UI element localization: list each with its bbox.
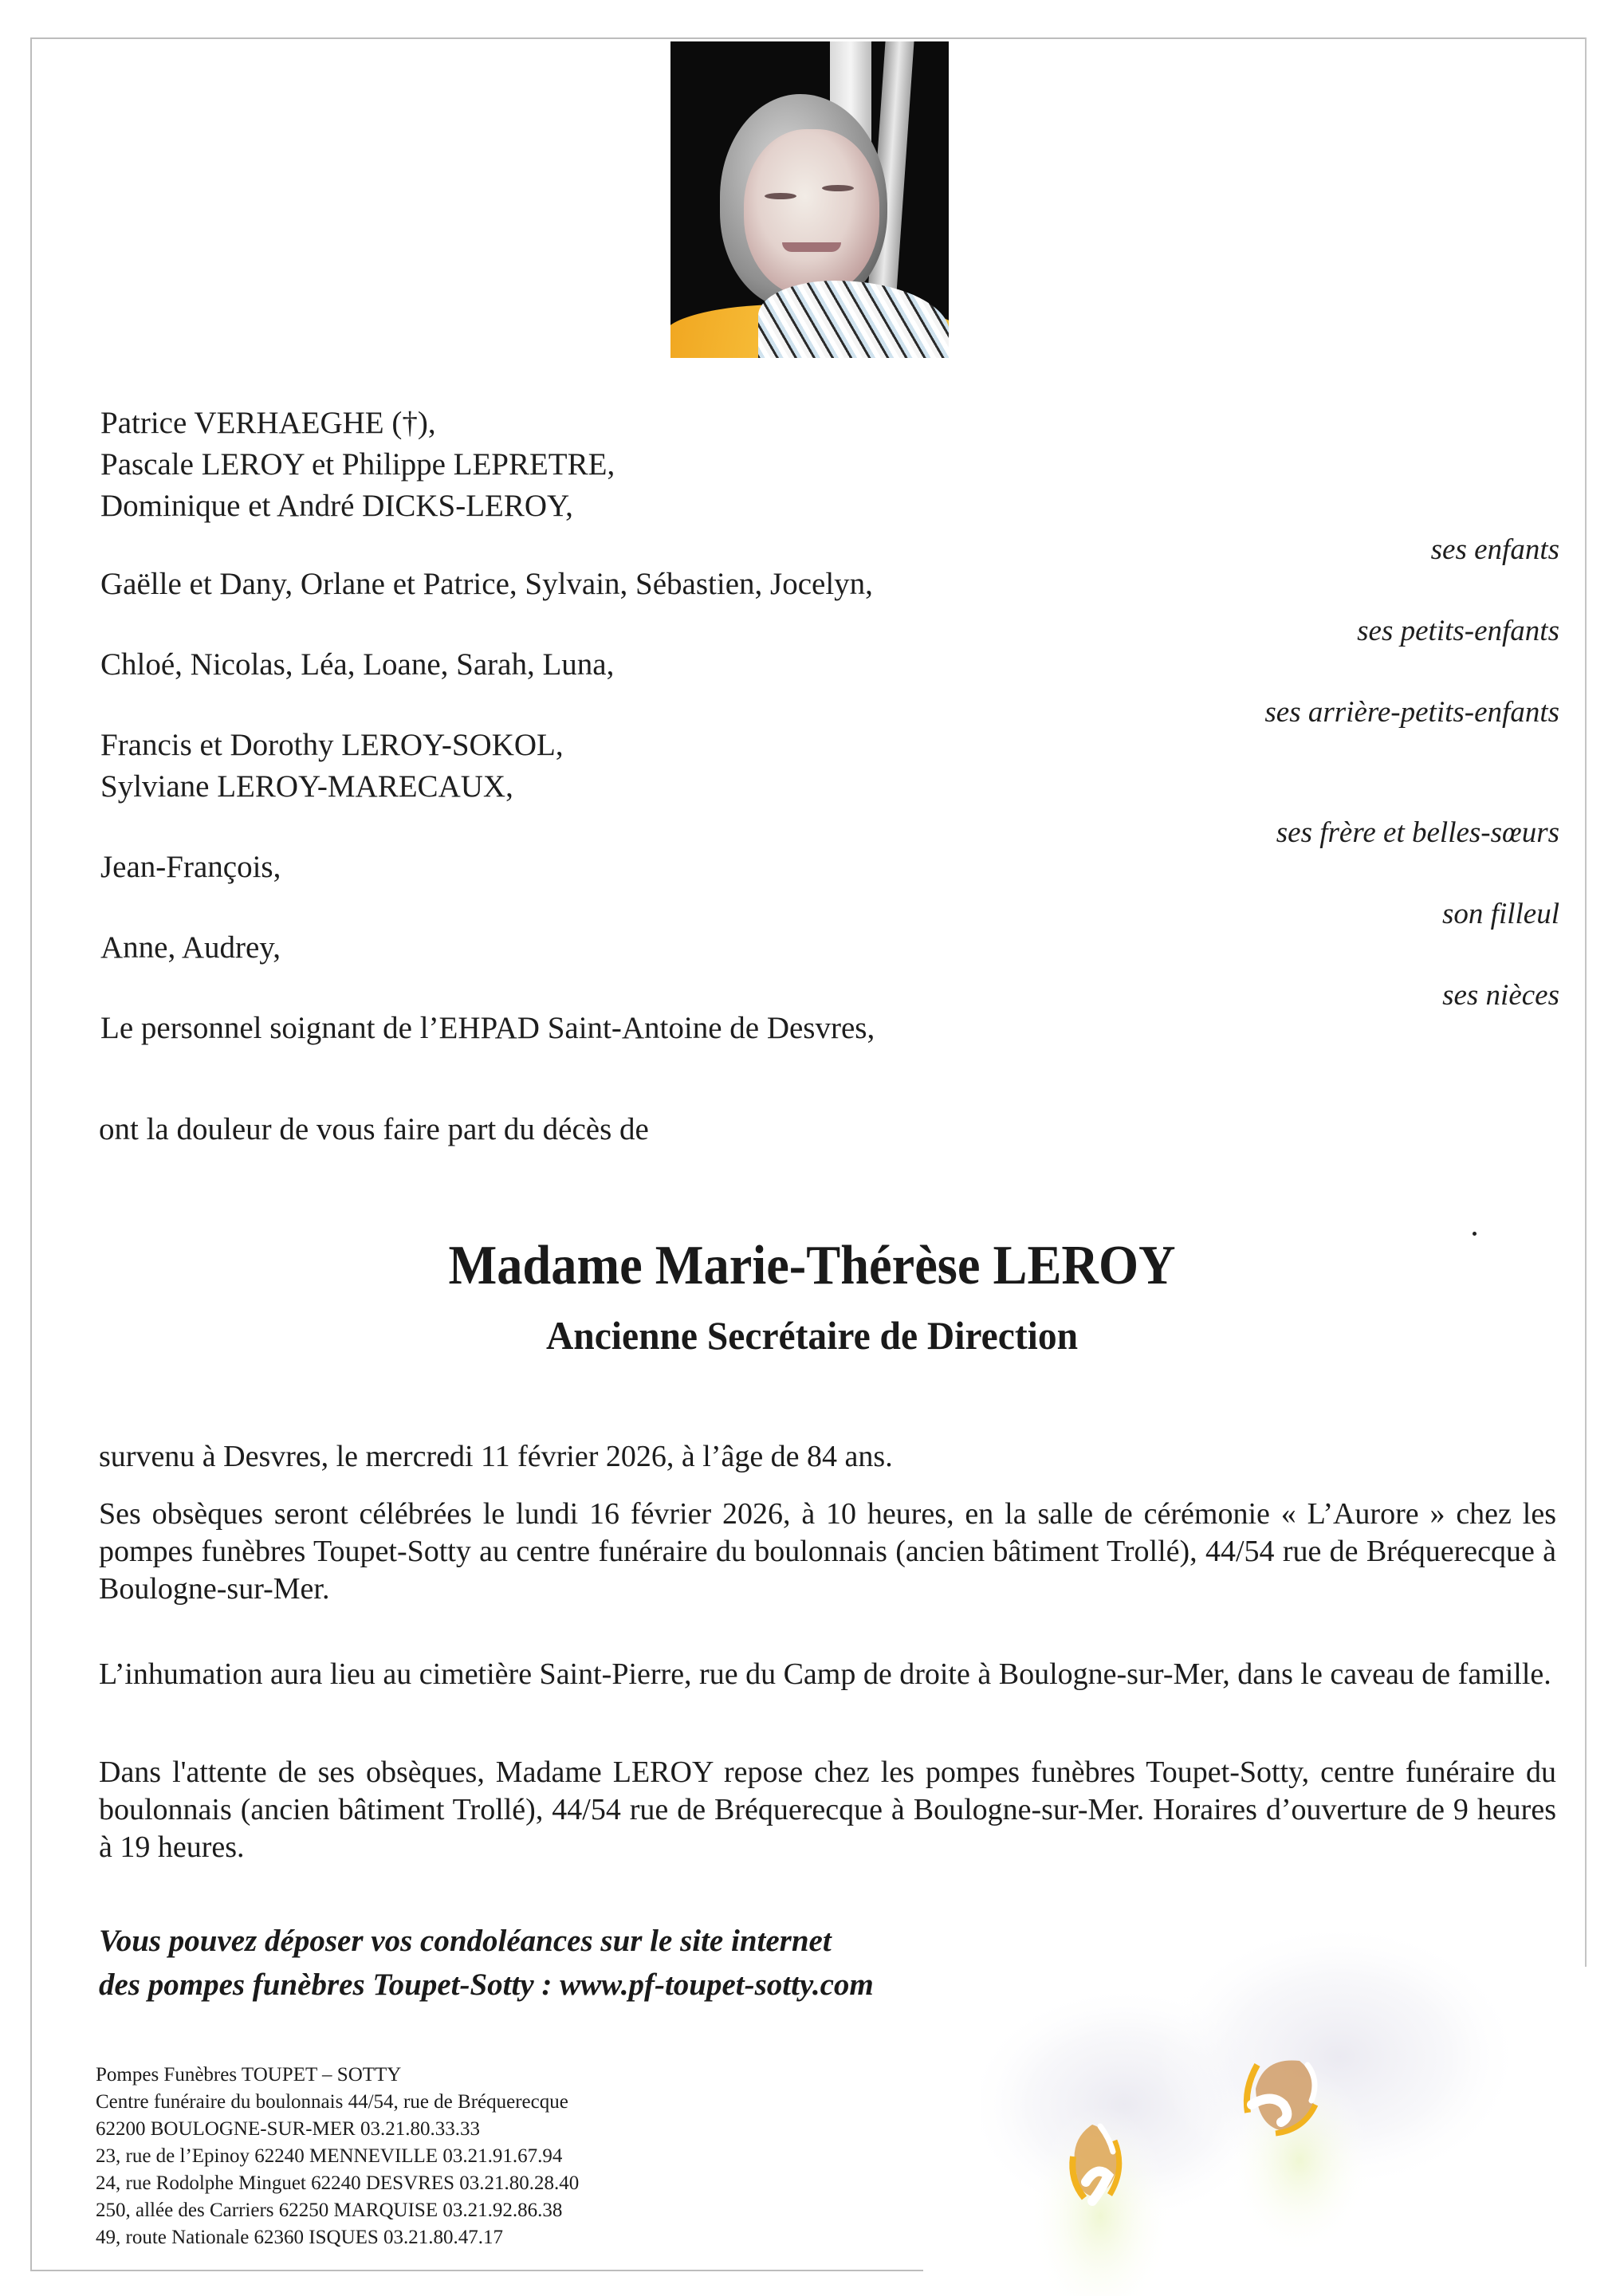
- orchid-center-right: [1247, 2060, 1315, 2133]
- relation-nieces: ses nièces: [1442, 979, 1559, 1012]
- condolences-prefix: des pompes funèbres Toupet-Sotty :: [99, 1968, 560, 2002]
- orchid-center-left: [1072, 2125, 1119, 2201]
- orchid-petal: [1156, 1921, 1523, 2192]
- family-group-grandchildren: [100, 564, 873, 605]
- family-line: Jean-François,: [100, 850, 281, 884]
- page-border-top: [30, 37, 1587, 39]
- photo-smile: [782, 242, 841, 252]
- family-line: Patrice VERHAEGHE (†),: [100, 406, 436, 440]
- scan-speck: [1473, 1232, 1477, 1236]
- condolences-block: [99, 1919, 874, 2007]
- footer-line: Pompes Funèbres TOUPET – SOTTY: [96, 2064, 402, 2086]
- family-group-nieces: [100, 927, 281, 969]
- page-border-right: [1585, 37, 1587, 1967]
- family-line: Gaëlle et Dany, Orlane et Patrice, Sylvain, Sébastien, Jocelyn,: [100, 567, 873, 601]
- family-group-care-staff: [100, 1008, 875, 1049]
- announcement-text: ont la douleur de vous faire part du décès de: [99, 1112, 649, 1146]
- family-line: Chloé, Nicolas, Léa, Loane, Sarah, Luna,: [100, 647, 615, 682]
- relation-great-grandchildren: ses arrière-petits-enfants: [1264, 696, 1559, 729]
- family-line: Sylviane LEROY-MARECAUX,: [100, 769, 513, 804]
- photo-eye: [765, 193, 796, 199]
- funeral-home-footer: [96, 2062, 579, 2251]
- portrait-photo: [670, 41, 949, 358]
- relation-godson: son filleul: [1442, 898, 1559, 930]
- paragraph-viewing-info: Dans l'attente de ses obsèques, Madame LEROY repose chez les pompes funèbres Toupet-Sotty, centre funéraire du boulonnais (ancien bâtiment Trollé), 44/54 rue de Bréquerecque à Boulogne-sur-Mer. Horaires d’ouverture de 9 heures à 19 heures.: [99, 1755, 1556, 1864]
- family-line: Anne, Audrey,: [100, 930, 281, 965]
- page-border-bottom: [30, 2270, 923, 2271]
- family-group-children: [100, 403, 615, 527]
- footer-line: Centre funéraire du boulonnais 44/54, rue de Bréquerecque: [96, 2091, 568, 2113]
- paragraph-burial-info: L’inhumation aura lieu au cimetière Saint-Pierre, rue du Camp de droite à Boulogne-sur-Mer, dans le caveau de famille.: [99, 1657, 1551, 1691]
- deceased-name: Madame Marie-Thérèse LEROY: [448, 1235, 1176, 1296]
- family-group-great-grandchildren: [100, 644, 614, 686]
- family-line: Dominique et André DICKS-LEROY,: [100, 489, 573, 523]
- footer-line: 23, rue de l’Epinoy 62240 MENNEVILLE 03.21.91.67.94: [96, 2145, 563, 2167]
- orchid-stem-glow: [1028, 2105, 1172, 2296]
- relation-grandchildren: ses petits-enfants: [1357, 615, 1559, 647]
- website-link[interactable]: www.pf-toupet-sotty.com: [560, 1968, 874, 2002]
- deceased-title: Ancienne Secrétaire de Direction: [545, 1313, 1079, 1358]
- family-line: Francis et Dorothy LEROY-SOKOL,: [100, 728, 564, 762]
- footer-line: 24, rue Rodolphe Minguet 62240 DESVRES 03.21.80.28.40: [96, 2172, 580, 2194]
- orchid-stem-glow: [1228, 2065, 1371, 2256]
- orchid-petal: [981, 1985, 1284, 2224]
- relation-children: ses enfants: [1430, 533, 1559, 566]
- footer-line: 49, route Nationale 62360 ISQUES 03.21.80.47.17: [96, 2227, 504, 2248]
- photo-eye: [822, 185, 854, 191]
- family-line: Le personnel soignant de l’EHPAD Saint-Antoine de Desvres,: [100, 1011, 875, 1045]
- footer-line: 250, allée des Carriers 62250 MARQUISE 03.21.92.86.38: [96, 2200, 563, 2221]
- footer-line: 62200 BOULOGNE-SUR-MER 03.21.80.33.33: [96, 2118, 480, 2140]
- condolences-line: Vous pouvez déposer vos condoléances sur le site internet: [99, 1924, 832, 1958]
- page-border-left: [30, 37, 32, 2270]
- paragraph-death-info: survenu à Desvres, le mercredi 11 février 2026, à l’âge de 84 ans.: [99, 1440, 893, 1473]
- relation-siblings: ses frère et belles-sœurs: [1276, 816, 1559, 849]
- condolences-line: [99, 1963, 874, 2007]
- paragraph-funeral-info: Ses obsèques seront célébrées le lundi 16 février 2026, à 10 heures, en la salle de cérémonie « L’Aurore » chez les pompes funèbres Toupet-Sotty au centre funéraire du boulonnais (ancien bâtiment Trollé), 44/54 rue de Bréquerecque à Boulogne-sur-Mer.: [99, 1497, 1556, 1606]
- family-group-siblings: [100, 725, 564, 808]
- family-group-godson: [100, 847, 281, 888]
- orchid-flowers-decoration: [981, 1897, 1624, 2296]
- photo-scarf: [758, 281, 949, 358]
- family-line: Pascale LEROY et Philippe LEPRETRE,: [100, 447, 615, 482]
- photo-face: [744, 129, 879, 297]
